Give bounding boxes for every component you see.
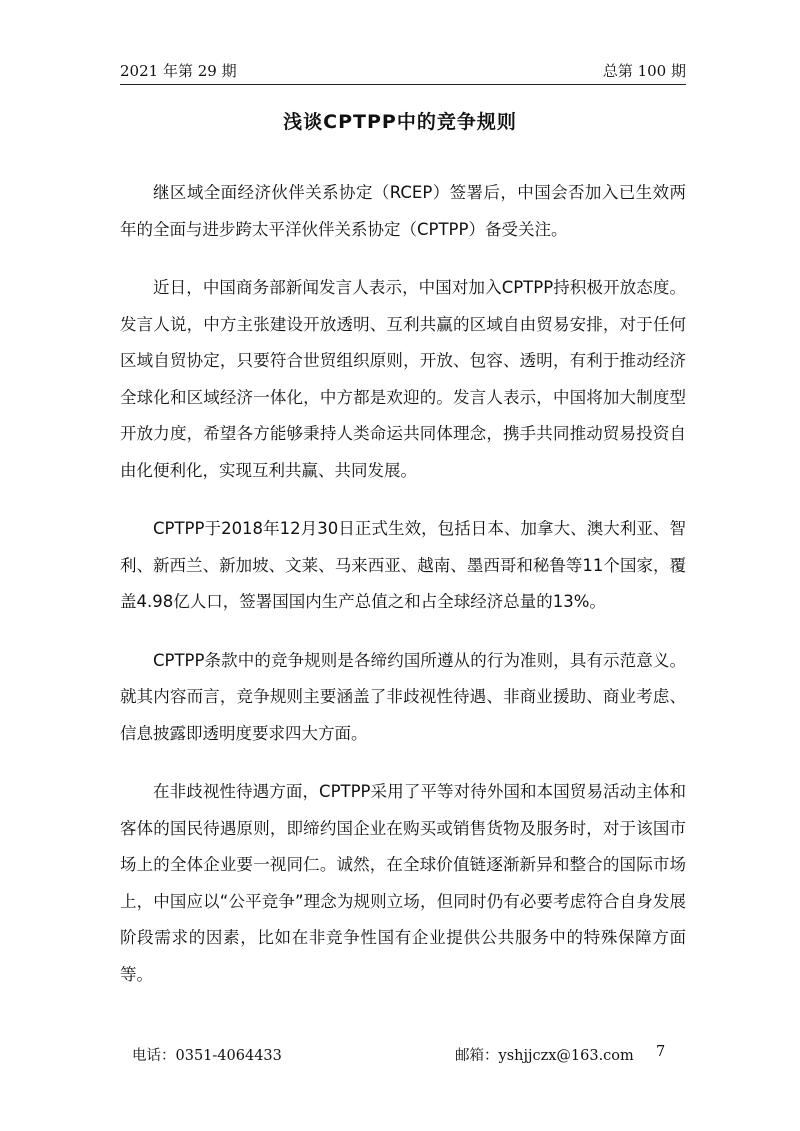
- total-issue-number: 总第 100 期: [602, 62, 686, 80]
- contact-phone: 电话：0351-4064433: [132, 1048, 282, 1064]
- paragraph: 在非歧视性待遇方面，CPTPP采用了平等对待外国和本国贸易活动主体和客体的国民待遇原则，即缔约国企业在购买或销售货物及服务时，对于该国市场上的全体企业要一视同仁。诚然，在全球价值链逐渐新异和整合的国际市场上，中国应以“公平竞争”理念为规则立场，但同时仍有必要考虑符合自身发展阶段需求的因素，比如在非竞争性国有企业提供公共服务中的特殊保障方面等。: [120, 782, 686, 984]
- paragraph: 继区域全面经济伙伴关系协定（RCEP）签署后，中国会否加入已生效两年的全面与进步跨太平洋伙伴关系协定（CPTPP）备受关注。: [120, 183, 686, 239]
- issue-number: 2021 年第 29 期: [120, 62, 237, 80]
- paragraph: CPTPP条款中的竞争规则是各缔约国所遵从的行为准则，具有示范意义。就其内容而言，竞争规则主要涵盖了非歧视性待遇、非商业援助、商业考虑、信息披露即透明度要求四大方面。: [120, 650, 686, 743]
- paragraph: 近日，中国商务部新闻发言人表示，中国对加入CPTPP持积极开放态度。发言人说，中方主张建设开放透明、互利共赢的区域自由贸易安排，对于任何区域自贸协定，只要符合世贸组织原则，开放、包容、透明，有利于推动经济全球化和区域经济一体化，中方都是欢迎的。发言人表示，中国将加大制度型开放力度，希望各方能够秉持人类命运共同体理念，携手共同推动贸易投资自由化便利化，实现互利共赢、共同发展。: [120, 278, 686, 480]
- page-number: 7: [656, 1044, 666, 1060]
- article-title: 浅谈CPTPP中的竞争规则: [283, 111, 517, 133]
- page-header: [120, 56, 686, 85]
- article-body: [120, 175, 686, 1015]
- page-footer: [0, 1044, 800, 1068]
- paragraph: CPTPP于2018年12月30日正式生效，包括日本、加拿大、澳大利亚、智利、新西兰、新加坡、文莱、马来西亚、越南、墨西哥和秘鲁等11个国家，覆盖4.98亿人口，签署国国内生产总值之和占全球经济总量的13%。: [120, 519, 686, 611]
- contact-email: 邮箱：yshjjczx@163.com: [455, 1048, 634, 1064]
